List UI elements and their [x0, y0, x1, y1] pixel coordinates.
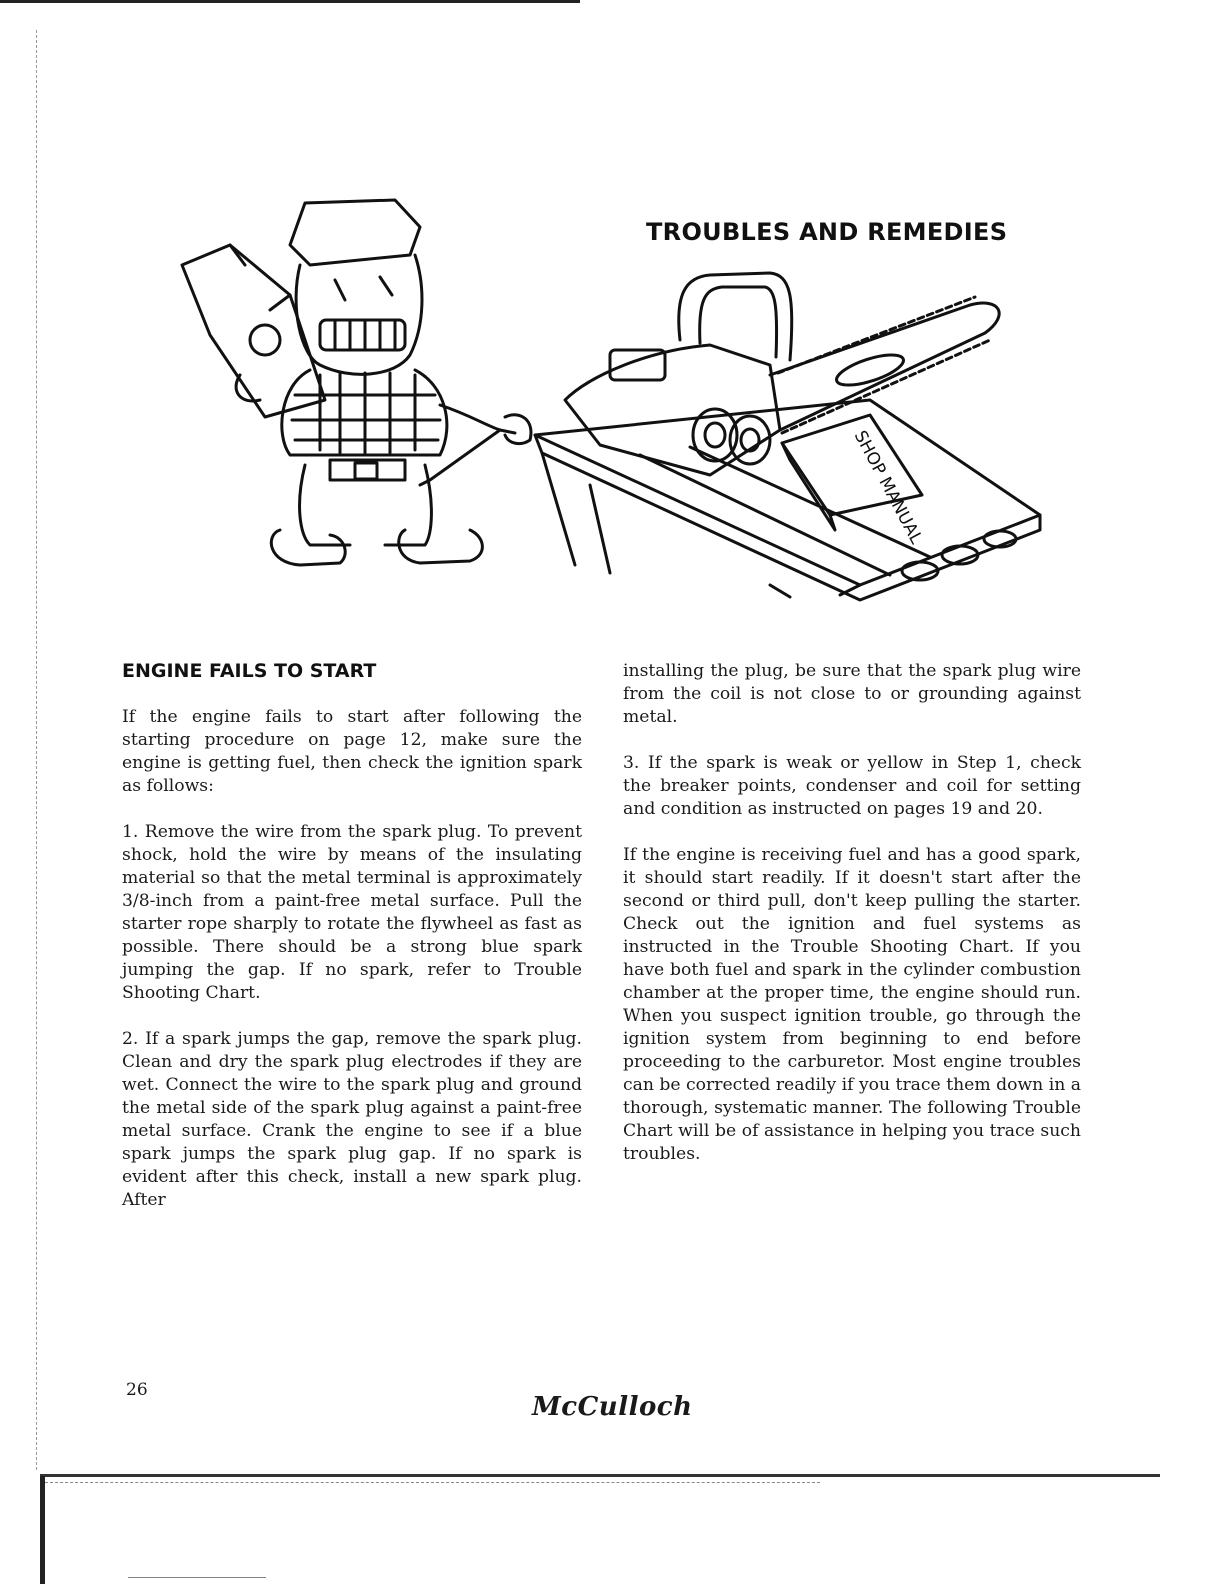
- step-2-paragraph: 2. If a spark jumps the gap, remove the spark plug. Clean and dry the spark plug electrodes if they are wet. Connect the wire to the spark plug and ground the metal side of the spark plug against a paint-free metal surface. Crank the engine to see if a blue spark jumps the spark plug gap. If no spark is evident after this check, install a new spark plug. After: [122, 1029, 582, 1210]
- book-label: SHOP MANUAL: [849, 427, 927, 548]
- page-number: 26: [126, 1380, 148, 1400]
- step-2-continued-paragraph: installing the plug, be sure that the spark plug wire from the coil is not close to or grounding against metal.: [623, 661, 1081, 727]
- section-heading: ENGINE FAILS TO START: [122, 660, 377, 682]
- mascot-chainsaw-illustration: [170, 185, 1050, 605]
- summary-paragraph: If the engine is receiving fuel and has a good spark, it should start readily. If it doesn't start after the second or third pull, don't keep pulling the starter. Check out the ignition and fuel systems as instructed in the Trouble Shooting Chart. If you have both fuel and spark in the cylinder combustion chamber at the proper time, the engine should run. When you suspect ignition trouble, go through the ignition system from beginning to end before proceeding to the carburetor. Most engine troubles can be corrected readily if you trace them down in a thorough, systematic manner. The following Trouble Chart will be of assistance in helping you trace such troubles.: [623, 845, 1081, 1164]
- scan-edge-bottom-dashed: [40, 1482, 820, 1484]
- scan-edge-left: [36, 30, 38, 1470]
- left-column: [122, 660, 582, 1235]
- scan-edge-corner: [40, 1476, 45, 1584]
- scan-edge-top: [0, 0, 580, 3]
- brand-logo: McCulloch: [532, 1392, 693, 1422]
- intro-paragraph: If the engine fails to start after following the starting procedure on page 12, make sure the engine is getting fuel, then check the ignition spark as follows:: [122, 707, 582, 796]
- step-3-paragraph: 3. If the spark is weak or yellow in Step 1, check the breaker points, condenser and coil for setting and condition as instructed on pages 19 and 20.: [623, 753, 1081, 819]
- right-column: [623, 660, 1081, 1189]
- scan-edge-bottom: [40, 1474, 1160, 1477]
- scan-artifact-line: [128, 1577, 266, 1578]
- page-title: TROUBLES AND REMEDIES: [646, 218, 1008, 246]
- step-1-paragraph: 1. Remove the wire from the spark plug. To prevent shock, hold the wire by means of the insulating material so that the metal terminal is approximately 3/8-inch from a paint-free metal surface. Pull the starter rope sharply to rotate the flywheel as fast as possible. There should be a strong blue spark jumping the gap. If no spark, refer to Trouble Shooting Chart.: [122, 822, 582, 1003]
- shop-manual-book-drawing: [782, 415, 926, 548]
- mascot-drawing: [182, 200, 531, 565]
